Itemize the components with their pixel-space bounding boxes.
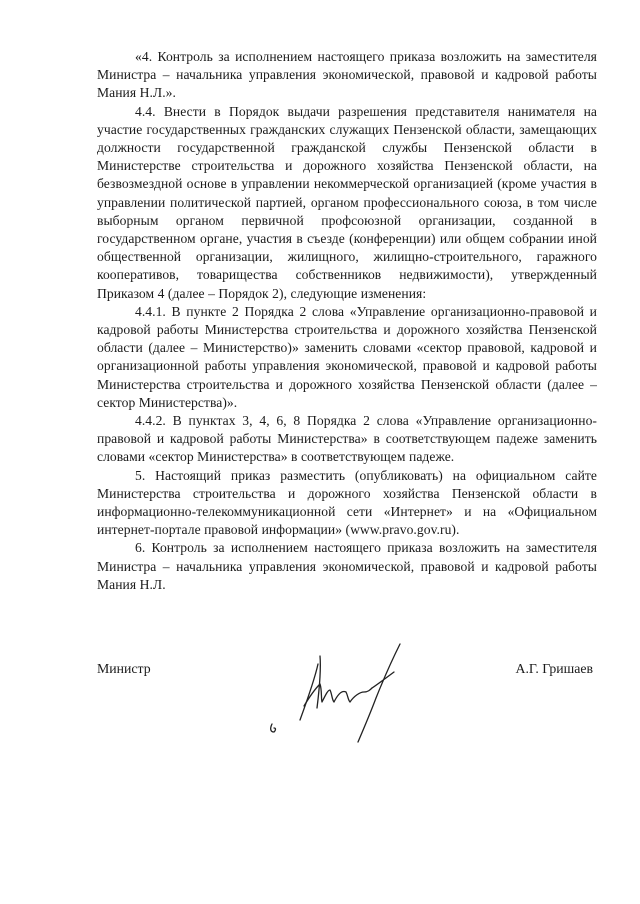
position-title: Министр [97,661,151,676]
paragraph-4-3-control: «4. Контроль за исполнением настоящего приказа возложить на заместителя Министра – начальника управления экономической, правовой и кадровой работы Мания Н.Л.». [97,49,597,101]
paragraph-4-4-1: 4.4.1. В пункте 2 Порядка 2 слова «Управление организационно-правовой и кадровой работы Министерства строительства и дорожного хозяйства Пензенской области (далее – Министерство)» заменить словами «сектор правовой, кадровой и организационной работы управления экономической, правовой и кадровой работы Министерства строительства и дорожного хозяйства Пензенской области (далее – сектор Министерства)». [97,303,597,410]
paragraph-6: 6. Контроль за исполнением настоящего приказа возложить на заместителя Министра – начальника управления экономической, правовой и кадровой работы Мания Н.Л. [97,540,597,592]
handwritten-signature [260,638,420,748]
paragraph-5: 5. Настоящий приказ разместить (опубликовать) на официальном сайте Министерства строительства и дорожного хозяйства Пензенской области в информационно-телекоммуникационной сети «Интернет» и на «Официальном интернет-портале правовой информации» (www.pravo.gov.ru). [97,467,597,538]
paragraph-4-4-2: 4.4.2. В пунктах 3, 4, 6, 8 Порядка 2 слова «Управление организационно-правовой и кадровой работы Министерства» в соответствующем падеже заменить словами «сектор Министерства» в соответствующем падеже. [97,413,597,465]
document-body [97,48,597,594]
signer-name: А.Г. Гришаев [515,661,593,676]
paragraph-4-4: 4.4. Внести в Порядок выдачи разрешения представителя нанимателя на участие государственных гражданских служащих Пензенской области, замещающих должности государственной гражданской службы Пензенской области в Министерстве строительства и дорожного хозяйства Пензенской области, на безвозмездной основе в управлении некоммерческой организацией (кроме участия в управлении политической партией, органом профессионального союза, в том числе выборным органом первичной профсоюзной организации, созданной в государственном органе, участия в съезде (конференции) или общем собрании иной общественной организации, жилищного, жилищно-строительного, гаражного кооперативов, товарищества собственников недвижимости), утвержденный Приказом 4 (далее – Порядок 2), следующие изменения: [97,103,597,301]
